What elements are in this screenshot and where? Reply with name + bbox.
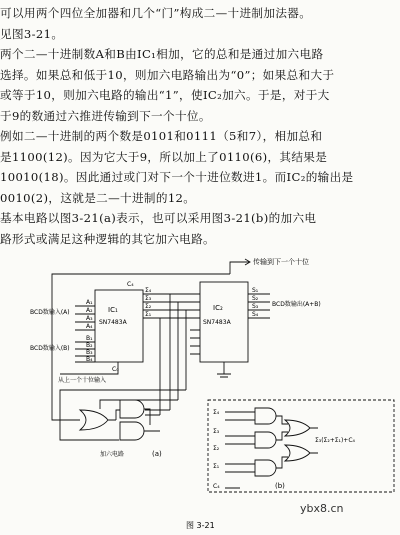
pin-s1: S₁ <box>252 287 259 294</box>
paragraph-1 <box>0 3 400 44</box>
b-and-gate-1 <box>255 408 276 424</box>
b-or-gate-1 <box>285 420 310 436</box>
carry-in-wire <box>60 362 118 374</box>
b-or-gate-2 <box>285 445 310 461</box>
b-pin-sigma4: Σ₄ <box>213 409 220 416</box>
ic1-chip <box>95 290 143 362</box>
add6-wires <box>60 390 186 440</box>
and-gate-2 <box>120 422 144 440</box>
pin-s3: S₃ <box>252 303 259 310</box>
pin-sigma1: Σ₁ <box>145 311 152 318</box>
b-pin-sigma3: Σ₃ <box>213 428 220 435</box>
panel-b-inputs <box>213 409 220 490</box>
pin-sigma2: Σ₂ <box>145 303 152 310</box>
panel-b-frame <box>208 400 394 492</box>
b-and-gate-2 <box>255 432 276 448</box>
ic1-sum-wires <box>143 294 200 318</box>
watermark: ybx8.cn <box>300 502 344 515</box>
pin-a3: A₃ <box>86 315 93 322</box>
pin-a1: A₁ <box>86 299 93 306</box>
carry-out-label: 传输到下一个十位 <box>253 258 309 266</box>
b-and-gate-3 <box>255 460 276 476</box>
text-line: 或等于10，则加六电路的输出“1”，使IC₂加六。于是，对于大 <box>0 88 330 102</box>
pin-s4: S₄ <box>252 311 259 318</box>
bcd-b-label: BCD数输入(B) <box>30 345 70 352</box>
text-line: 两个二—十进制数A和B由IC₁相加，它的总和是通过加六电路 <box>0 47 324 61</box>
ic2-name: IC₂ <box>213 304 223 312</box>
ic1-b-pins <box>86 335 93 363</box>
or-gate <box>80 410 108 430</box>
text-line: 10010(18)。因此通过或门对下一个十进位数进1。而IC₂的输出是 <box>0 170 354 184</box>
subfigure-b-label: (b) <box>275 482 285 490</box>
bcd-a-label: BCD数输入(A) <box>30 309 70 316</box>
add6-bus <box>160 294 186 415</box>
ic2-part: SN7483A <box>203 319 231 326</box>
b-pin-c4: C₄ <box>213 483 220 490</box>
pin-sigma3: Σ₃ <box>145 295 152 302</box>
pin-sigma4: Σ₄ <box>145 287 152 294</box>
pin-b3: B₃ <box>86 349 93 356</box>
pin-b4: B₄ <box>86 356 93 363</box>
ic1-c0-pin: C₀ <box>112 366 119 373</box>
panel-b-formula: Σ₃(Σ₂+Σ₁)+C₄ <box>315 437 355 444</box>
ic1-part: SN7483A <box>99 319 127 326</box>
pin-a2: A₂ <box>86 307 93 314</box>
figure-caption: 图 3-21 <box>186 521 215 530</box>
ic2-out-pins <box>252 287 259 318</box>
text-line: 选择。如果总和低于10，则加六电路输出为“0”；如果总和大于 <box>0 67 335 82</box>
ic1-a-pins <box>86 299 93 330</box>
ic1-sum-pins <box>145 287 152 318</box>
pin-s2: S₂ <box>252 295 259 302</box>
b-pin-sigma1: Σ₁ <box>213 463 220 470</box>
and-gate-1 <box>120 400 144 418</box>
text-line: 见图3-21。 <box>0 26 64 41</box>
paragraph-2 <box>0 44 400 126</box>
bcd-out-label: BCD数输出(A+B) <box>272 301 321 308</box>
circuit-figure <box>0 250 400 535</box>
pin-b2: B₂ <box>86 342 93 349</box>
pin-b1: B₁ <box>86 335 93 342</box>
ic2-b-wires <box>190 330 200 354</box>
text-line: 0010(2)，这就是二—十进制的12。 <box>0 190 196 205</box>
paragraph-3 <box>0 126 400 208</box>
pin-a4: A₄ <box>86 323 93 330</box>
text-line: 路形式或满足这种逻辑的其它加六电路。 <box>0 231 215 246</box>
text-line: 于9的数通过六推进传输到下一个十位。 <box>0 108 211 123</box>
b-pin-sigma2: Σ₂ <box>213 445 220 452</box>
text-line: 基本电路以图3-21(a)表示，也可以采用图3-21(b)的加六电 <box>0 211 317 225</box>
ground-symbol <box>217 362 231 377</box>
carry-in-label: 从上一个十位输入 <box>58 377 107 384</box>
add6-label: 加六电路 <box>100 451 125 458</box>
text-line: 可以用两个四位全加器和几个“门”构成二—十进制加法器。 <box>0 6 312 20</box>
text-line: 例如二—十进制的两个数是0101和0111（5和7），相加总和 <box>0 129 323 143</box>
subfigure-a-label: (a) <box>152 450 162 458</box>
carry-out-wire <box>125 259 250 274</box>
ic1-name: IC₁ <box>108 306 118 314</box>
ic1-c4-pin: C₄ <box>127 281 134 288</box>
paragraph-4 <box>0 208 400 249</box>
text-line: 是1100(12)。因为它大于9，所以加上了0110(6)，其结果是 <box>0 149 328 164</box>
